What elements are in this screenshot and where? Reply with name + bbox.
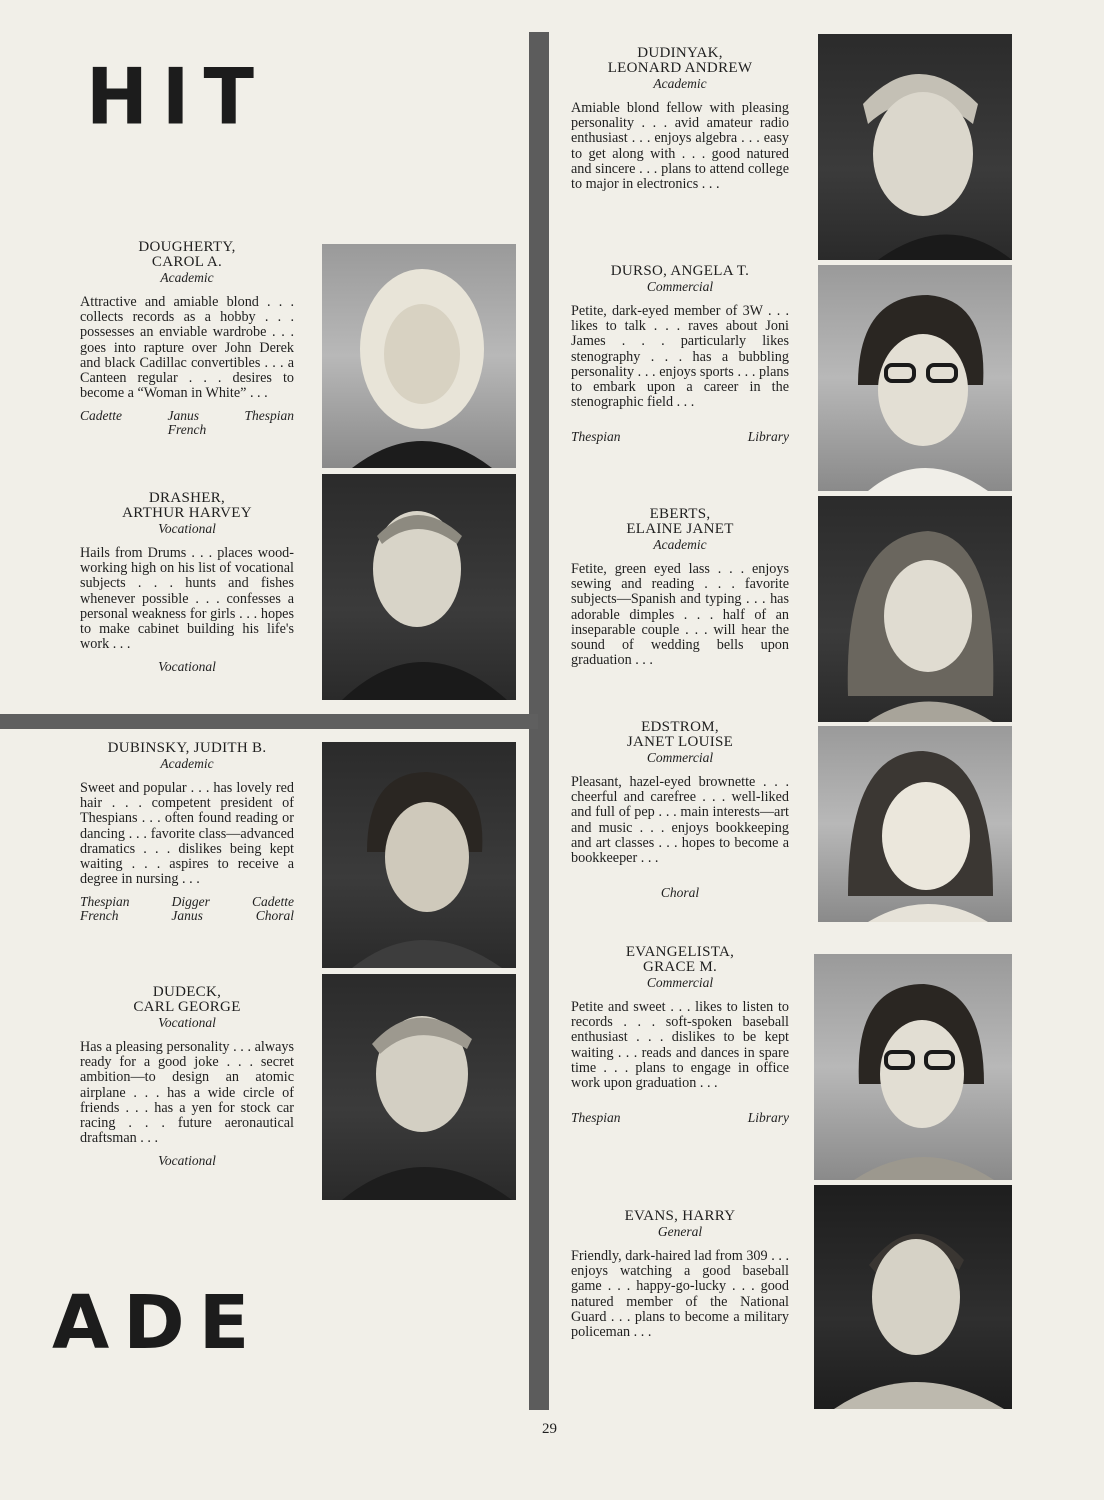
student-activities: Thespian Digger Cadette French Janus Choral bbox=[80, 894, 294, 924]
portrait-image bbox=[322, 974, 516, 1200]
student-bio: Pleasant, hazel-eyed brownette . . . cheerful and carefree . . . well-liked and full of pep . . . main interests—art and music . . . enjoys bookkeeping and art classes . . . hopes to become a bookkeeper . . . bbox=[571, 774, 789, 867]
student-photo-dubinsky bbox=[322, 742, 516, 968]
portrait-image bbox=[322, 742, 516, 968]
portrait-image bbox=[818, 34, 1012, 260]
student-bio: Hails from Drums . . . places wood-working high on his list of vocational subjects . . . hunts and fishes whenever possible . . . confesses a personal weakness for girls . . . hopes to make cabinet building his life's work . . . bbox=[80, 545, 294, 653]
student-activities: Thespian Library bbox=[571, 1110, 789, 1126]
page-number: 29 bbox=[542, 1421, 557, 1437]
student-name: EVANS, HARRY bbox=[624, 1208, 736, 1224]
portrait-image bbox=[322, 474, 516, 700]
student-photo-drasher bbox=[322, 474, 516, 700]
student-name: DUDINYAK, LEONARD ANDREW bbox=[607, 45, 753, 76]
student-name: DUDECK, CARL GEORGE bbox=[133, 984, 241, 1015]
student-entry-dubinsky bbox=[80, 741, 294, 923]
student-name: EBERTS, ELAINE JANET bbox=[626, 506, 734, 537]
student-entry-dougherty bbox=[80, 240, 294, 437]
student-activities: Choral bbox=[660, 885, 700, 901]
student-bio: Petite and sweet . . . likes to listen to records . . . soft-spoken baseball enthusiast . . . dislikes to be kept waiting . . . reads and dances in spare time . . . plans to engage in office work upon graduation . . . bbox=[571, 999, 789, 1092]
student-name: EDSTROM, JANET LOUISE bbox=[626, 719, 734, 750]
student-bio: Has a pleasing personality . . . always ready for a good joke . . . secret ambition—to design an atomic airplane . . . has a wide circle of friends . . . has a yen for stock car racing . . . future aeronautical draftsman . . . bbox=[80, 1039, 294, 1147]
student-bio: Friendly, dark-haired lad from 309 . . . enjoys watching a good baseball game . . . happy-go-lucky . . . good natured member of the National Guard . . . plans to become a military policeman . . . bbox=[571, 1248, 789, 1341]
student-entry-dudinyak bbox=[571, 46, 789, 192]
student-name: DOUGHERTY, CAROL A. bbox=[138, 239, 236, 270]
student-photo-dougherty bbox=[322, 244, 516, 468]
student-activities: Cadette Janus Thespian French bbox=[80, 408, 294, 438]
student-bio: Attractive and amiable blond . . . collects records as a hobby . . . possesses an enviable wardrobe . . . goes into rapture over John Derek and black Cadillac convertibles . . . a Canteen regular . . . desires to become a “Woman in White” . . . bbox=[80, 294, 294, 402]
student-bio: Amiable blond fellow with pleasing personality . . . avid amateur radio enthusiast . . . enjoys algebra . . . easy to get along with . . . good natured and sincere . . . plans to attend college to major in electronics . . . bbox=[571, 100, 789, 193]
student-bio: Petite, dark-eyed member of 3W . . . likes to talk . . . raves about Joni James . . . particularly likes stenography . . . has a bubbling personality . . . enjoys sports . . . plans to embark upon a career in the stenographic field . . . bbox=[571, 303, 789, 411]
student-entry-evans bbox=[571, 1209, 789, 1340]
student-course: Commercial bbox=[646, 975, 714, 990]
student-photo-durso bbox=[818, 265, 1012, 491]
portrait-image bbox=[818, 496, 1012, 722]
student-photo-evans bbox=[814, 1185, 1012, 1409]
portrait-image bbox=[818, 726, 1012, 922]
student-course: Academic bbox=[653, 76, 707, 91]
student-photo-edstrom bbox=[818, 726, 1012, 922]
header-word-hit: HIT bbox=[86, 51, 268, 143]
student-photo-dudinyak bbox=[818, 34, 1012, 260]
student-name: DURSO, ANGELA T. bbox=[610, 263, 750, 279]
portrait-image bbox=[322, 244, 516, 468]
student-course: Academic bbox=[160, 270, 214, 285]
student-course: Commercial bbox=[646, 750, 714, 765]
student-photo-evangelista bbox=[814, 954, 1012, 1180]
student-name: DUBINSKY, JUDITH B. bbox=[107, 740, 267, 756]
student-course: Vocational bbox=[158, 521, 216, 536]
header-word-ade: ADE bbox=[52, 1280, 264, 1366]
student-name: EVANGELISTA, GRACE M. bbox=[625, 944, 735, 975]
portrait-image bbox=[814, 954, 1012, 1180]
student-entry-eberts bbox=[571, 507, 789, 668]
student-bio: Sweet and popular . . . has lovely red hair . . . competent president of Thespians . . . often found reading or dancing . . . favorite class—advanced dramatics . . . dislikes being kept waiting . . . aspires to receive a degree in nursing . . . bbox=[80, 780, 294, 888]
portrait-image bbox=[818, 265, 1012, 491]
student-bio: Fetite, green eyed lass . . . enjoys sewing and reading . . . favorite subjects—Spanish and typing . . . has adorable dimples . . . half of an inseparable couple . . . will hear the sound of wedding bells upon graduation . . . bbox=[571, 561, 789, 669]
student-course: Academic bbox=[653, 537, 707, 552]
horizontal-divider bbox=[0, 714, 538, 729]
student-course: General bbox=[657, 1224, 703, 1239]
portrait-image bbox=[814, 1185, 1012, 1409]
student-entry-dudeck bbox=[80, 985, 294, 1168]
student-entry-drasher bbox=[80, 491, 294, 674]
student-course: Commercial bbox=[646, 279, 714, 294]
student-activities: Vocational bbox=[158, 1153, 216, 1169]
student-entry-edstrom bbox=[571, 720, 789, 900]
student-photo-dudeck bbox=[322, 974, 516, 1200]
student-entry-evangelista bbox=[571, 945, 789, 1125]
student-course: Vocational bbox=[158, 1015, 216, 1030]
student-photo-eberts bbox=[818, 496, 1012, 722]
student-activities: Thespian Library bbox=[571, 429, 789, 445]
student-entry-durso bbox=[571, 264, 789, 444]
student-activities: Vocational bbox=[158, 659, 216, 675]
student-course: Academic bbox=[160, 756, 214, 771]
student-name: DRASHER, ARTHUR HARVEY bbox=[122, 490, 252, 521]
